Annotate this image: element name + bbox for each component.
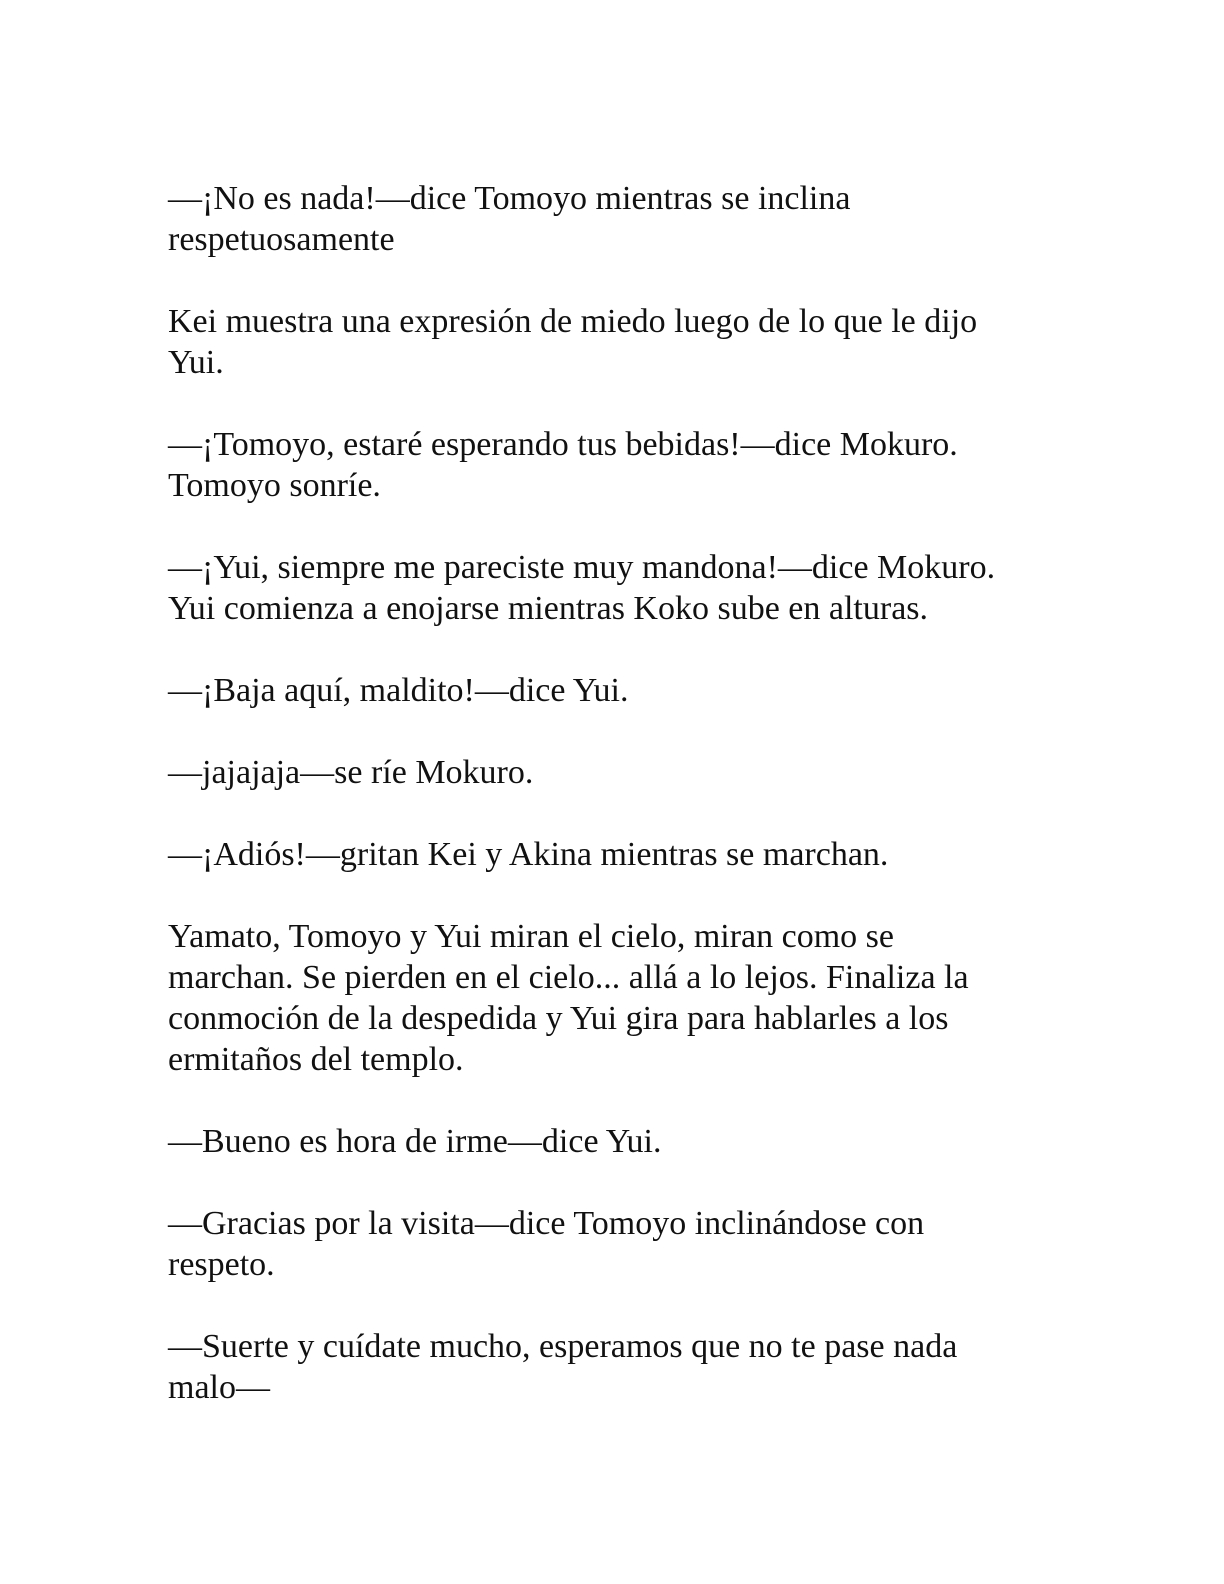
text-line: —Gracias por la visita—dice Tomoyo inclinándose con <box>168 1205 925 1242</box>
text-line: Yui. <box>168 344 224 381</box>
text-line: ermitaños del templo. <box>168 1041 464 1078</box>
text-line: conmoción de la despedida y Yui gira para hablarles a los <box>168 1000 949 1037</box>
text-line: Kei muestra una expresión de miedo luego de lo que le dijo <box>168 303 978 340</box>
text-line: —jajajaja—se ríe Mokuro. <box>168 754 534 791</box>
paragraph-6 <box>168 752 1068 793</box>
paragraph-5 <box>168 670 1068 711</box>
text-line: —Suerte y cuídate mucho, esperamos que no te pase nada <box>168 1328 958 1365</box>
text-line: —Bueno es hora de irme—dice Yui. <box>168 1123 662 1160</box>
text-line: malo— <box>168 1369 270 1406</box>
paragraph-9 <box>168 1121 1068 1162</box>
text-line: respeto. <box>168 1246 275 1283</box>
text-line: Yui comienza a enojarse mientras Koko sube en alturas. <box>168 590 929 627</box>
paragraph-8 <box>168 916 1068 1080</box>
text-line: Yamato, Tomoyo y Yui miran el cielo, miran como se <box>168 918 895 955</box>
body-text <box>168 178 1068 1449</box>
paragraph-3 <box>168 424 1068 506</box>
text-line: —¡Baja aquí, maldito!—dice Yui. <box>168 672 629 709</box>
text-line: —¡Yui, siempre me pareciste muy mandona!—dice Mokuro. <box>168 549 996 586</box>
text-line: —¡Tomoyo, estaré esperando tus bebidas!—dice Mokuro. <box>168 426 958 463</box>
text-line: marchan. Se pierden en el cielo... allá a lo lejos. Finaliza la <box>168 959 969 996</box>
paragraph-4 <box>168 547 1068 629</box>
paragraph-10 <box>168 1203 1068 1285</box>
paragraph-1 <box>168 178 1068 260</box>
text-line: —¡Adiós!—gritan Kei y Akina mientras se marchan. <box>168 836 889 873</box>
text-line: Tomoyo sonríe. <box>168 467 381 504</box>
text-line: respetuosamente <box>168 221 395 258</box>
paragraph-11 <box>168 1326 1068 1408</box>
text-line: —¡No es nada!—dice Tomoyo mientras se inclina <box>168 180 851 217</box>
paragraph-2 <box>168 301 1068 383</box>
paragraph-7 <box>168 834 1068 875</box>
